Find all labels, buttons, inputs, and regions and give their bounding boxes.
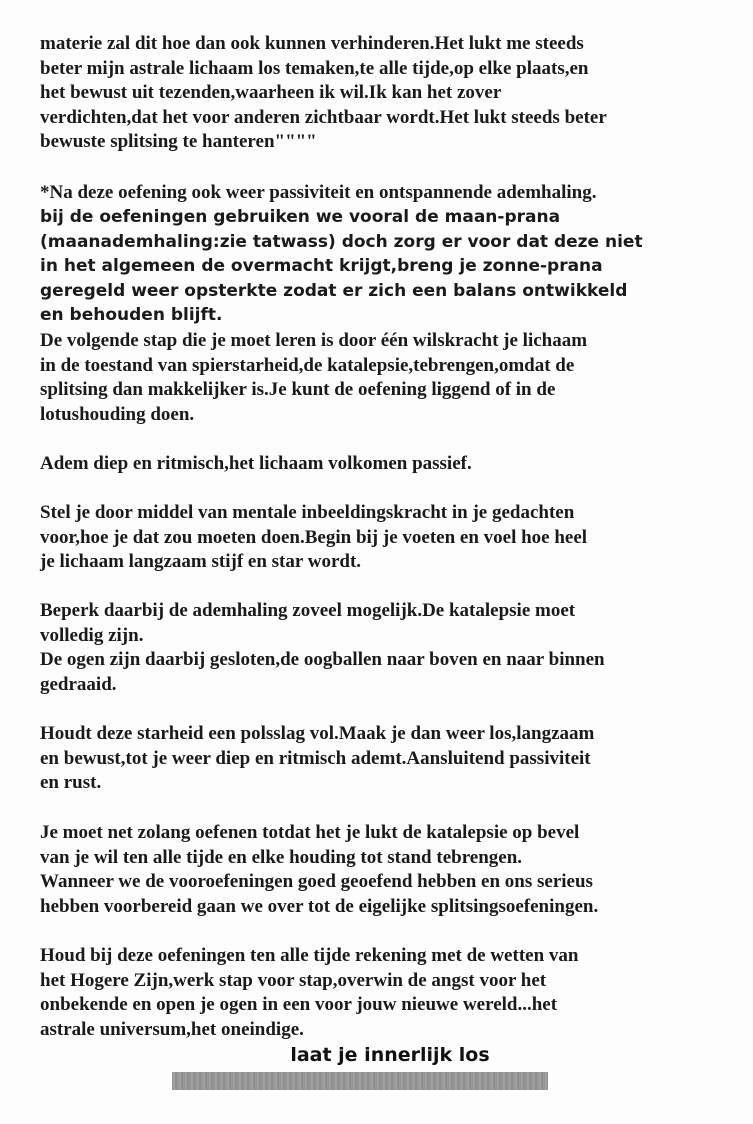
paragraph-7 — [40, 722, 740, 796]
text-line: in het algemeen de overmacht krijgt,breng je zonne-prana — [40, 256, 603, 276]
text-line: bij de oefeningen gebruiken we vooral de maan-prana — [40, 207, 561, 227]
text-line: De volgende stap die je moet leren is door één wilskracht je lichaam — [40, 330, 588, 351]
text-line: en behouden blijft. — [40, 305, 223, 325]
text-line: bewuste splitsing te hanteren"""" — [40, 131, 317, 152]
text-line: je lichaam langzaam stijf en star wordt. — [40, 551, 362, 572]
text-line: het bewust uit tezenden,waarheen ik wil.Ik kan het zover — [40, 82, 502, 103]
text-line: Houdt deze starheid een polsslag vol.Maak je dan weer los,langzaam — [40, 723, 595, 744]
paragraph-1 — [40, 32, 740, 155]
text-line: beter mijn astrale lichaam los temaken,te alle tijde,op elke plaats,en — [40, 57, 589, 79]
text-line: en rust. — [40, 772, 102, 793]
text-line: van je wil ten alle tijde en elke houding tot stand tebrengen. — [40, 846, 523, 868]
text-line: materie zal dit hoe dan ook kunnen verhinderen.Het lukt me steeds — [40, 33, 584, 54]
paragraph-5 — [40, 501, 740, 575]
text-line: (maanademhaling:zie tatwass) doch zorg er voor dat deze niet — [40, 231, 643, 252]
text-line: Wanneer we de vooroefeningen goed geoefend hebben en ons serieus — [40, 871, 593, 892]
text-line: astrale universum,het oneindige. — [40, 1018, 304, 1040]
text-line: Beperk daarbij de ademhaling zoveel mogelijk.De katalepsie moet — [40, 600, 576, 621]
text-line: gedraaid. — [40, 673, 117, 695]
text-line: verdichten,dat het voor anderen zichtbaar wordt.Het lukt steeds beter — [40, 106, 607, 128]
paragraph-8 — [40, 821, 740, 919]
paragraph-6 — [40, 599, 740, 697]
paragraph-3 — [40, 329, 740, 427]
text-line: Adem diep en ritmisch,het lichaam volkomen passief. — [40, 453, 472, 474]
text-line: Je moet net zolang oefenen totdat het je lukt de katalepsie op bevel — [40, 822, 580, 843]
text-line: het Hogere Zijn,werk stap voor stap,overwin de angst voor het — [40, 969, 547, 991]
text-line: lotushouding doen. — [40, 403, 195, 425]
paragraph-4 — [40, 452, 740, 477]
text-line: geregeld weer opsterkte zodat er zich een balans ontwikkeld — [40, 280, 628, 301]
text-line: splitsing dan makkelijker is.Je kunt de oefening liggend of in de — [40, 379, 556, 400]
text-line: Stel je door middel van mentale inbeeldingskracht in je gedachten — [40, 502, 575, 523]
footer-gray-bar — [172, 1072, 548, 1090]
text-line: voor,hoe je dat zou moeten doen.Begin bij je voeten en voel hoe heel — [40, 526, 588, 548]
text-line: De ogen zijn daarbij gesloten,de oogballen naar boven en naar binnen — [40, 649, 605, 670]
text-line: in de toestand van spierstarheid,de katalepsie,tebrengen,omdat de — [40, 354, 575, 376]
paragraph-2-intro — [40, 181, 740, 206]
paragraph-9 — [40, 944, 740, 1042]
text-line: en bewust,tot je weer diep en ritmisch ademt.Aansluitend passiviteit — [40, 747, 591, 769]
text-line: *Na deze oefening ook weer passiviteit en ontspannende ademhaling. — [40, 182, 597, 203]
text-line: volledig zijn. — [40, 624, 144, 646]
footer-title: laat je innerlijk los — [290, 1044, 490, 1066]
paragraph-2-sans — [40, 205, 740, 328]
text-line: onbekende en open je ogen in een voor jouw nieuwe wereld...het — [40, 994, 558, 1015]
text-line: hebben voorbereid gaan we over tot de eigelijke splitsingsoefeningen. — [40, 895, 599, 917]
text-line: Houd bij deze oefeningen ten alle tijde rekening met de wetten van — [40, 945, 579, 966]
